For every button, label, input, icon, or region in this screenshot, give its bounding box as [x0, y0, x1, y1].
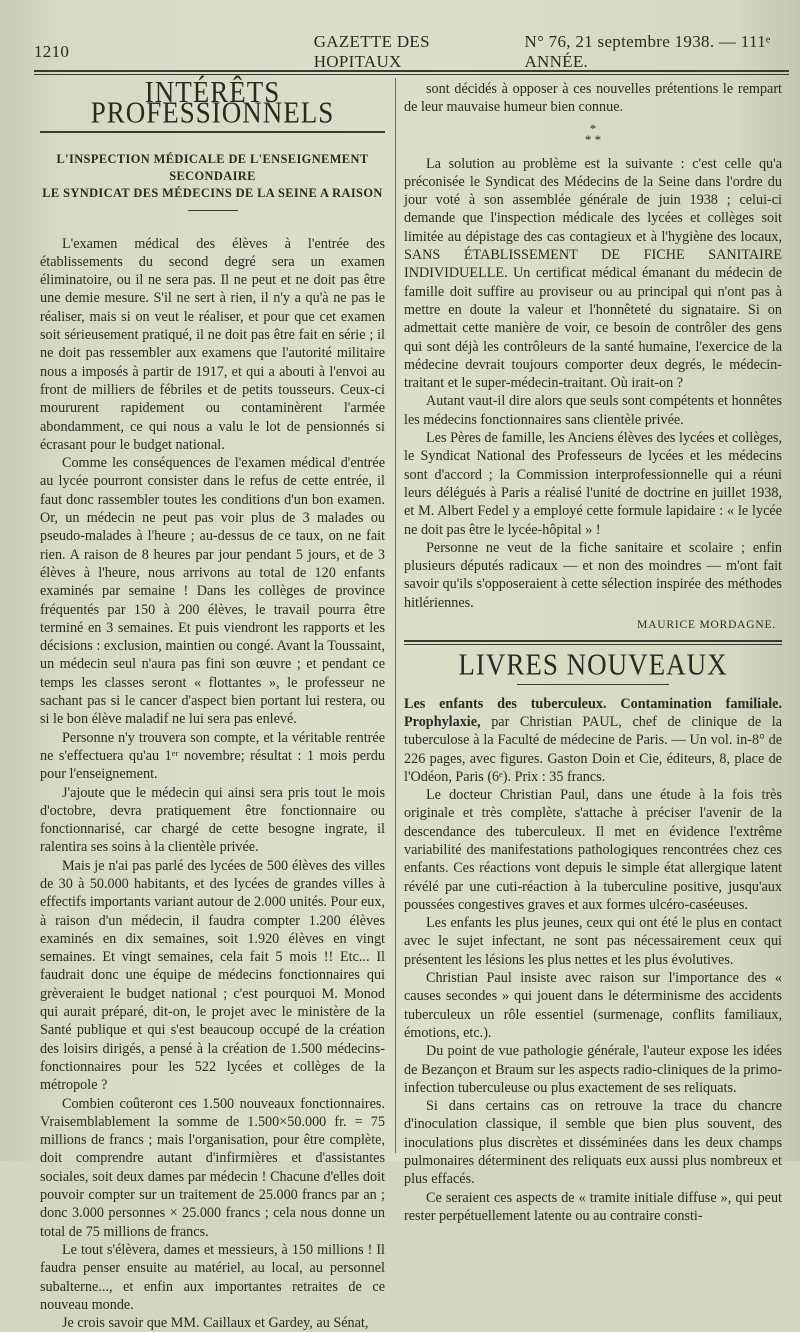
paragraph: Du point de vue pathologie générale, l'auteur expose les idées de Bezançon et Braum sur les aspects radio-cliniques de la primo-infection tuberculeuse ou plus exactement de ses reliquats. [404, 1043, 782, 1096]
article-title [40, 151, 385, 202]
paragraph: sont décidés à opposer à ces nouvelles prétentions le rempart de leur mauvaise humeur bien connue. [404, 81, 782, 116]
article-title-line-1: L'INSPECTION MÉDICALE DE L'ENSEIGNEMENT SECONDAIRE [56, 151, 369, 183]
header-rule [34, 70, 789, 72]
page-number: 1210 [34, 42, 70, 61]
paragraph: L'examen médical des élèves à l'entrée des établissements du second degré sera un examen éliminatoire, ou il ne sera pas. Il ne peut et ne doit pas être une demie mesure. S'il ne sert à rien, il n'y a qu'à ne pas le réaliser, mais si on veut le réaliser, et pour que cet examen soit sérieusement pratiqué, il ne doit pas être fait en série ; il ne doit pas ressembler aux examens que l'autorité militaire nous a imposés à partir de 1917, et qui a abouti à l'envoi au front de milliers de fébriles et de petits tousseurs. Ceux-ci moururent rapidement ou contaminèrent l'armée abondamment, ce qui nous a valu le lot de pensionnés si écrasant pour le budget national. [40, 235, 385, 453]
star-pair: * * [584, 131, 602, 147]
column-divider [395, 78, 396, 1153]
paragraph: Je crois savoir que MM. Caillaux et Gardey, au Sénat, [62, 1315, 369, 1332]
paragraph: Comme les conséquences de l'examen médical d'entrée au lycée pourront consister dans le refus de cette entrée, il faut donc rassembler toutes les conditions d'un bon examen. Or, un médecin ne peut pas voir plus de 3 malades ou pseudo-malades à l'heure ; au-dessus de ce taux, on ne fait rien. A raison de 8 heures par jour pendant 5 jours, et de 3 élèves à l'heure, nous arrivons au total de 120 enfants examinés par semaine ! Dans les collèges de province fréquentés par 150 à 200 élèves, le travail pourra être terminé en 3 semaines. Et puis viendront les rapports et les décisions : exclusion, maintien ou congé. Avant la Toussaint, un médecin seul n'aura pas fini son œuvre ; et pendant ce temps les classes seront « flottantes », le professeur ne sachant pas si le cancer d'aspect bien portant lui restera, ou si le bon élève maladif ne lui sera pas enlevé. [40, 455, 385, 728]
right-column [404, 80, 782, 1225]
issue-info: N° 76, 21 septembre 1938. — 111ᵉ ANNÉE. [524, 32, 771, 71]
author-signature: MAURICE MORDAGNE. [637, 619, 776, 632]
paragraph: J'ajoute que le médecin qui ainsi sera pris tout le mois d'octobre, devra pratiquement être fonctionnaire ou fonctionnarisé, car chargé de cette besogne ingrate, il ralentira ses soins à la clientèle privée. [40, 784, 385, 856]
book-title: Les enfants des tuberculeux. Contamination familiale. Prophylaxie, [404, 695, 782, 730]
article-separator [188, 210, 238, 211]
paragraph: Personne n'y trouvera son compte, et la véritable rentrée ne s'effectuera qu'au 1ᵉʳ novembre; résultat : 1 mois perdu pour l'enseignement. [40, 729, 385, 783]
journal-title: GAZETTE DES HOPITAUX [313, 32, 430, 71]
paragraph: Le tout s'élèvera, dames et messieurs, à 150 millions ! Il faudra penser ensuite au matériel, au local, au personnel subalterne..., et enfin aux importantes retraites de ce nouveau monde. [40, 1241, 385, 1313]
section-rule-thin [404, 644, 782, 645]
star: * [589, 120, 597, 136]
paragraph: Personne ne veut de la fiche sanitaire et scolaire ; enfin plusieurs députés radicaux — et non des moindres — m'ont fait savoir qu'ils s'opposeraient à cette sélection inspirée des méthodes hitlériennes. [404, 539, 782, 611]
section-title-books: LIVRES NOUVEAUX [458, 647, 728, 682]
section-stars [404, 120, 782, 147]
paragraph: Les Pères de famille, les Anciens élèves des lycées et collèges, le Syndicat National des Professeurs de lycées et les médecins sont d'accord ; la Commission interprofessionnelle qui a réuni leurs délégués à Paris a réalisé l'unité de doctrine en juillet 1938, et M. Albert Fedel y a employé cette formule lapidaire : « le lycée ne doit pas être le lycée-hôpital » ! [404, 430, 782, 538]
paragraph: Si dans certains cas on retrouve la trace du chancre d'inoculation classique, il semble que bien plus souvent, des inoculations plus discrètes et disséminées dans les deux champs pulmonaires déterminent des reliquats eux aussi plus nombreux et plus effacés. [404, 1098, 782, 1188]
page-header [34, 32, 784, 71]
article-title-line-2: LE SYNDICAT DES MÉDECINS DE LA SEINE A RAISON [42, 185, 383, 200]
paragraph: Les enfants les plus jeunes, ceux qui ont été le plus en contact avec le sujet infectant, ne sont pas nécessairement ceux qui présentent les lésions les plus nettes et les plus évolutives. [404, 915, 782, 968]
left-column [40, 74, 385, 1332]
book-details: par Christian PAUL, chef de clinique de la tuberculose à la Faculté de médecine de Paris. — Un vol. in-8° de 226 pages, avec figures. Gaston Doin et Cie, éditeurs, 8, place de l'Odéon, Paris (6ᵉ). Prix : 35 francs. [404, 713, 782, 785]
books-title-rule [517, 684, 668, 685]
paragraph: Ce seraient ces aspects de « tramite initiale diffuse », qui peut rester perpétuellement latente ou au contraire consti- [404, 1189, 782, 1224]
paragraph: Christian Paul insiste avec raison sur l'importance des « causes secondes » qui jouent dans le déterminisme des accidents tuberculeux un rôle essentiel (surmenage, conflits familiaux, émotions, etc.). [404, 970, 782, 1041]
section-title-rule [40, 131, 385, 133]
paragraph: Combien coûteront ces 1.500 nouveaux fonctionnaires. Vraisemblablement la somme de 1.500×50.000 fr. = 75 millions de francs ; mais l'organisation, pour être complète, doit comprendre autant d'infirmières et d'assistantes sociales, soit deux dames par médecin ! Chacune d'elles doit pouvoir compter sur un traitement de 25.000 francs par an ; donc 3.000 personnes × 25.000 francs ; cela nous donne un total de 75 millions de francs. [40, 1095, 385, 1240]
paragraph: La solution au problème est la suivante : c'est celle qu'a préconisée le Syndicat des Médecins de la Seine dans l'ordre du jour voté à son assemblée générale de juin 1938 ; celui-ci demande que l'inspection médicale des lycées et collèges soit limitée au dépistage des cas contagieux et à l'hygiène des locaux, SANS ÉTABLISSEMENT DE FICHE SANITAIRE INDIVIDUELLE. Un certificat médical émanant du médecin de famille doit suffire au proviseur ou au principal qui n'ont pas à mettre en doute la valeur et l'honnêteté du signataire. Si on admettait cette manière de voir, ce besoin de contrôler des gens qui sont déjà les contrôleurs de la santé humaine, l'exercice de la médecine devrait toujours comporter deux degrés, le médecin-traitant et le super-médecin-traitant. Où irait-on ? [404, 155, 782, 392]
paragraph: Le docteur Christian Paul, dans une étude à la fois très originale et très complète, s'attache à préciser l'avenir de la descendance des tuberculeux. Il met en évidence l'extrême variabilité des manifestations pathologiques rencontrées chez ces enfants. Ces réactions vont depuis le simple état allergique latent révélé par une cuti-réaction à la tuberculine positive, jusqu'aux poussées congestives graves et aux formes ulcéro-caséeuses. [404, 787, 782, 913]
paragraph: Autant vaut-il dire alors que seuls sont compétents et honnêtes les médecins fonctionnaires sans clientèle privée. [404, 393, 782, 428]
book-entry [404, 695, 782, 786]
section-rule [404, 640, 782, 642]
section-title: INTÉRÊTS PROFESSIONNELS [90, 74, 335, 130]
paragraph: Mais je n'ai pas parlé des lycées de 500 élèves des villes de 30 à 50.000 habitants, et des lycées de grandes villes à effectifs importants variant autour de 2.000 unités. Pour eux, à raison d'un médecin, il faudra compter 1.200 élèves examinés en dix semaines, soit 1.920 élèves en vingt semaines. Et vingt semaines, cela fait 5 mois !! Etc... Il faudrait donc une équipe de médecins fonctionnaires qui grèveraient le budget national ; c'est pourquoi M. Monod qui aurait préparé, dit-on, le projet avec le ministère de la Santé publique et qui s'est beaucoup occupé de la création des loisirs dirigés, a pensé à la création de 1.500 médecins-fonctionnaires pour les 522 lycées et collèges de la métropole ? [40, 857, 385, 1094]
